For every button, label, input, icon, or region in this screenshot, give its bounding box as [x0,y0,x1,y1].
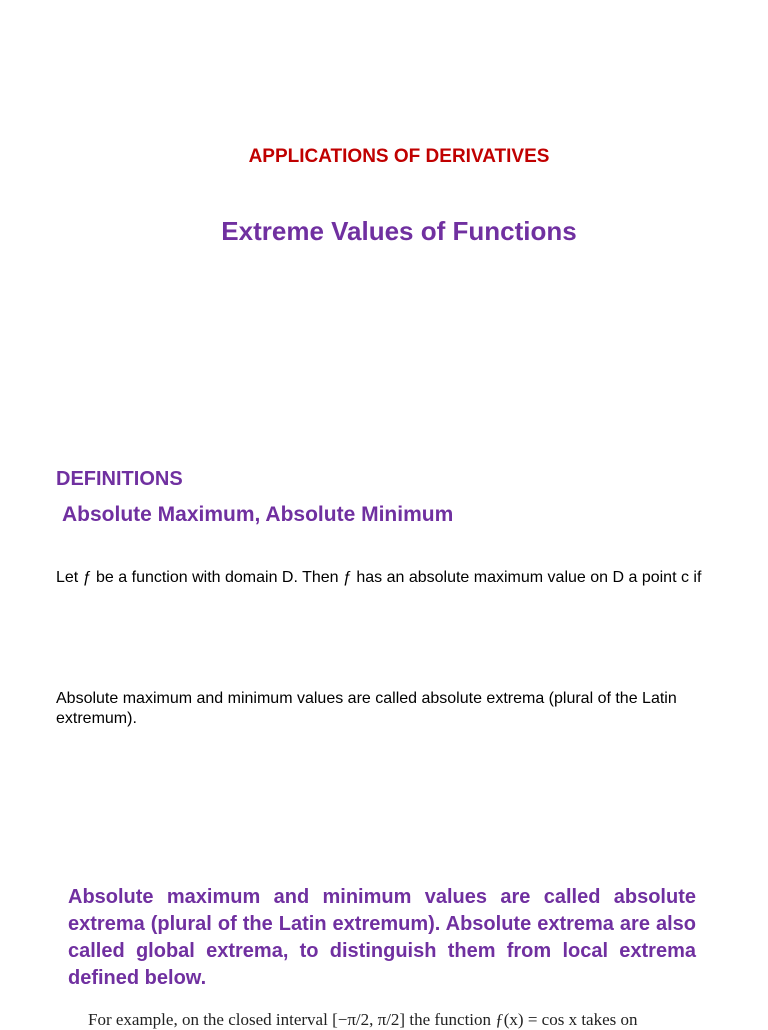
extrema-paragraph: Absolute maximum and minimum values are called absolute extrema (plural of the Latin extremum). [56,690,677,727]
definition-paragraph: Let ƒ be a function with domain D. Then ƒ has an absolute maximum value on D a point c if [56,569,702,586]
section-title: Extreme Values of Functions [221,216,577,246]
chapter-title: APPLICATIONS OF DERIVATIVES [248,146,550,167]
definition-title: Absolute Maximum, Absolute Minimum [62,503,454,526]
highlight-paragraph: Absolute maximum and minimum values are called absolute extrema (plural of the Latin extremum). Absolute extrema are also called global extrema, to distinguish them from local extrema defined below. [68,886,696,989]
definitions-heading: DEFINITIONS [56,468,183,490]
example-text: For example, on the closed interval [−π/2, π/2] the function ƒ(x) = cos x takes on [88,1010,638,1029]
